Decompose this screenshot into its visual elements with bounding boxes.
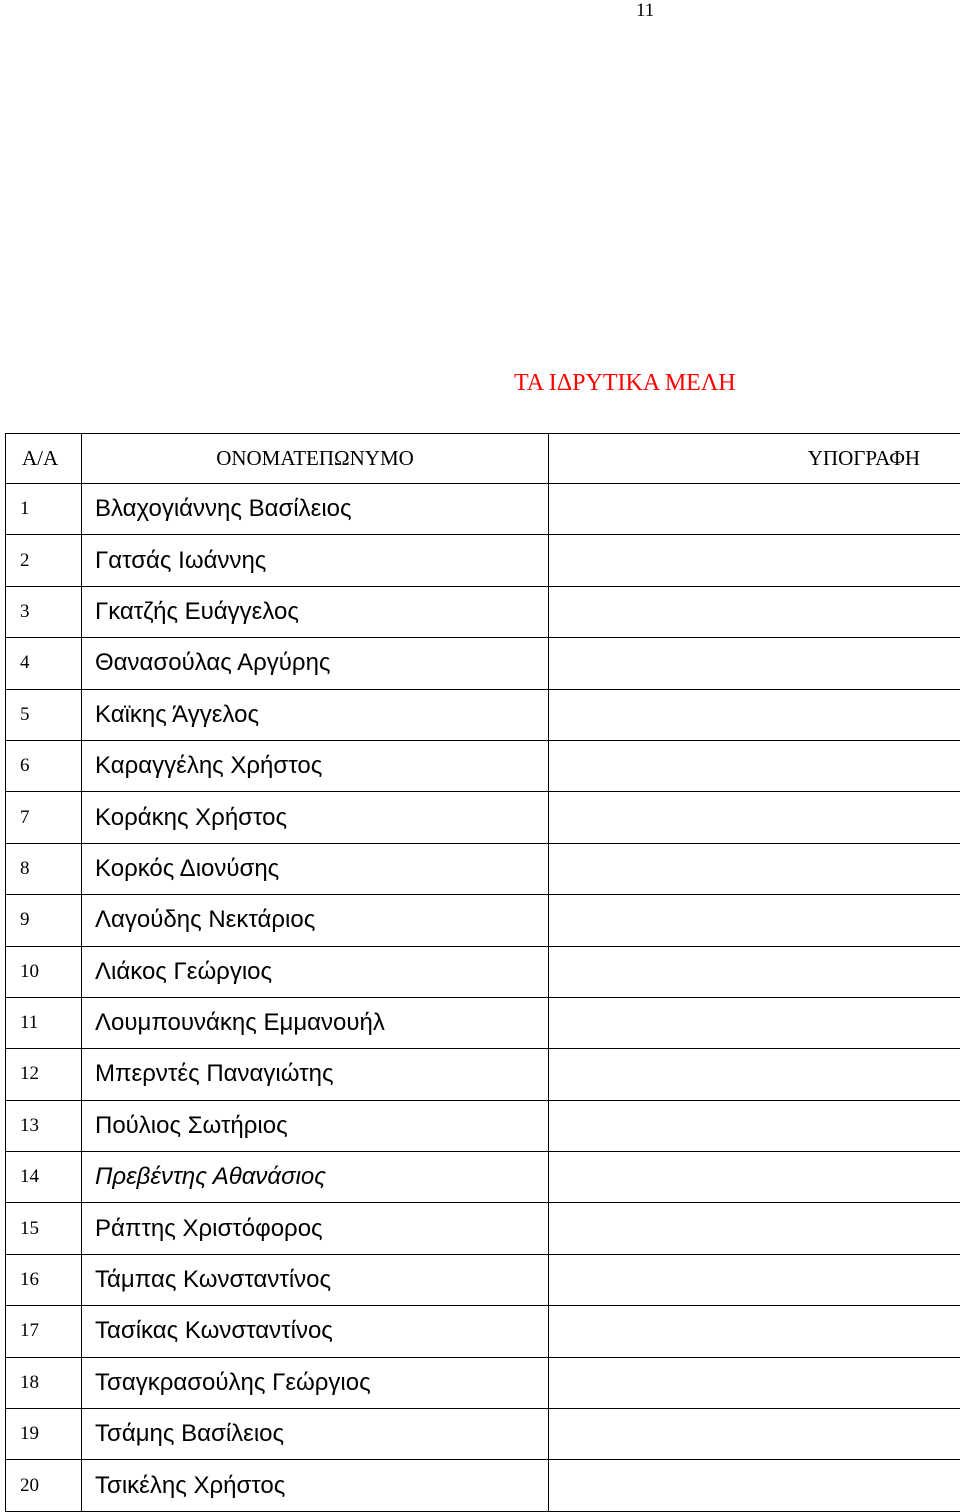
signature-cell[interactable] bbox=[549, 1357, 960, 1408]
signature-cell[interactable] bbox=[549, 689, 960, 740]
signature-cell[interactable] bbox=[549, 1306, 960, 1357]
member-name: Μπερντές Παναγιώτης bbox=[82, 1049, 549, 1100]
signature-cell[interactable] bbox=[549, 1409, 960, 1460]
signature-cell[interactable] bbox=[549, 740, 960, 791]
member-name: Τσικέλης Χρήστος bbox=[82, 1460, 549, 1511]
signature-cell[interactable] bbox=[549, 1254, 960, 1305]
member-name: Λουμπουνάκης Εμμανουήλ bbox=[82, 997, 549, 1048]
table-row bbox=[6, 638, 960, 689]
row-number: 19 bbox=[6, 1409, 82, 1460]
table-row bbox=[6, 895, 960, 946]
signature-cell[interactable] bbox=[549, 638, 960, 689]
member-name: Τάμπας Κωνσταντίνος bbox=[82, 1254, 549, 1305]
row-number: 18 bbox=[6, 1357, 82, 1408]
row-number: 15 bbox=[6, 1203, 82, 1254]
table-row bbox=[6, 1049, 960, 1100]
member-name: Βλαχογιάννης Βασίλειος bbox=[82, 484, 549, 535]
table-row bbox=[6, 1100, 960, 1151]
row-number: 5 bbox=[6, 689, 82, 740]
table-row bbox=[6, 1357, 960, 1408]
table-row bbox=[6, 997, 960, 1048]
signature-cell[interactable] bbox=[549, 1100, 960, 1151]
signature-cell[interactable] bbox=[549, 1049, 960, 1100]
signature-cell[interactable] bbox=[549, 1460, 960, 1511]
member-name: Τσάμης Βασίλειος bbox=[82, 1409, 549, 1460]
table-row bbox=[6, 843, 960, 894]
row-number: 6 bbox=[6, 740, 82, 791]
header-signature: ΥΠΟΓΡΑΦΗ bbox=[549, 434, 960, 484]
row-number: 1 bbox=[6, 484, 82, 535]
member-name: Τασίκας Κωνσταντίνος bbox=[82, 1306, 549, 1357]
table-row bbox=[6, 1254, 960, 1305]
table-row bbox=[6, 1203, 960, 1254]
row-number: 7 bbox=[6, 792, 82, 843]
member-name: Τσαγκρασούλης Γεώργιος bbox=[82, 1357, 549, 1408]
member-name: Καϊκης Άγγελος bbox=[82, 689, 549, 740]
row-number: 9 bbox=[6, 895, 82, 946]
member-name: Ράπτης Χριστόφορος bbox=[82, 1203, 549, 1254]
signature-cell[interactable] bbox=[549, 535, 960, 586]
header-fullname: ΟΝΟΜΑΤΕΠΩΝΥΜΟ bbox=[82, 434, 549, 484]
table-row bbox=[6, 792, 960, 843]
member-name: Γατσάς Ιωάννης bbox=[82, 535, 549, 586]
table-row bbox=[6, 689, 960, 740]
table-row bbox=[6, 484, 960, 535]
row-number: 8 bbox=[6, 843, 82, 894]
signature-cell[interactable] bbox=[549, 484, 960, 535]
member-name: Λαγούδης Νεκτάριος bbox=[82, 895, 549, 946]
member-name: Κορκός Διονύσης bbox=[82, 843, 549, 894]
row-number: 12 bbox=[6, 1049, 82, 1100]
table-row bbox=[6, 535, 960, 586]
row-number: 13 bbox=[6, 1100, 82, 1151]
signature-cell[interactable] bbox=[549, 895, 960, 946]
table-row bbox=[6, 586, 960, 637]
signature-cell[interactable] bbox=[549, 1152, 960, 1203]
row-number: 3 bbox=[6, 586, 82, 637]
table-row bbox=[6, 1152, 960, 1203]
signature-cell[interactable] bbox=[549, 586, 960, 637]
member-name: Λιάκος Γεώργιος bbox=[82, 946, 549, 997]
page-number: 11 bbox=[636, 0, 655, 21]
table-row bbox=[6, 740, 960, 791]
row-number: 17 bbox=[6, 1306, 82, 1357]
table-row bbox=[6, 946, 960, 997]
table-row bbox=[6, 1409, 960, 1460]
row-number: 11 bbox=[6, 997, 82, 1048]
signature-cell[interactable] bbox=[549, 946, 960, 997]
table-row bbox=[6, 1460, 960, 1511]
member-name: Κοράκης Χρήστος bbox=[82, 792, 549, 843]
row-number: 14 bbox=[6, 1152, 82, 1203]
row-number: 4 bbox=[6, 638, 82, 689]
row-number: 10 bbox=[6, 946, 82, 997]
signature-cell[interactable] bbox=[549, 792, 960, 843]
signature-cell[interactable] bbox=[549, 997, 960, 1048]
row-number: 2 bbox=[6, 535, 82, 586]
row-number: 16 bbox=[6, 1254, 82, 1305]
row-number: 20 bbox=[6, 1460, 82, 1511]
member-name: Καραγγέλης Χρήστος bbox=[82, 740, 549, 791]
member-name: Πρεβέντης Αθανάσιος bbox=[82, 1152, 549, 1203]
member-name: Θανασούλας Αργύρης bbox=[82, 638, 549, 689]
member-name: Πούλιος Σωτήριος bbox=[82, 1100, 549, 1151]
page-title: ΤΑ ΙΔΡΥΤΙΚΑ ΜΕΛΗ bbox=[514, 370, 736, 396]
signature-cell[interactable] bbox=[549, 1203, 960, 1254]
table-header-row bbox=[6, 434, 960, 484]
header-number: Α/Α bbox=[6, 434, 82, 484]
table-row bbox=[6, 1306, 960, 1357]
signature-cell[interactable] bbox=[549, 843, 960, 894]
member-name: Γκατζής Ευάγγελος bbox=[82, 586, 549, 637]
members-table bbox=[5, 433, 960, 1512]
